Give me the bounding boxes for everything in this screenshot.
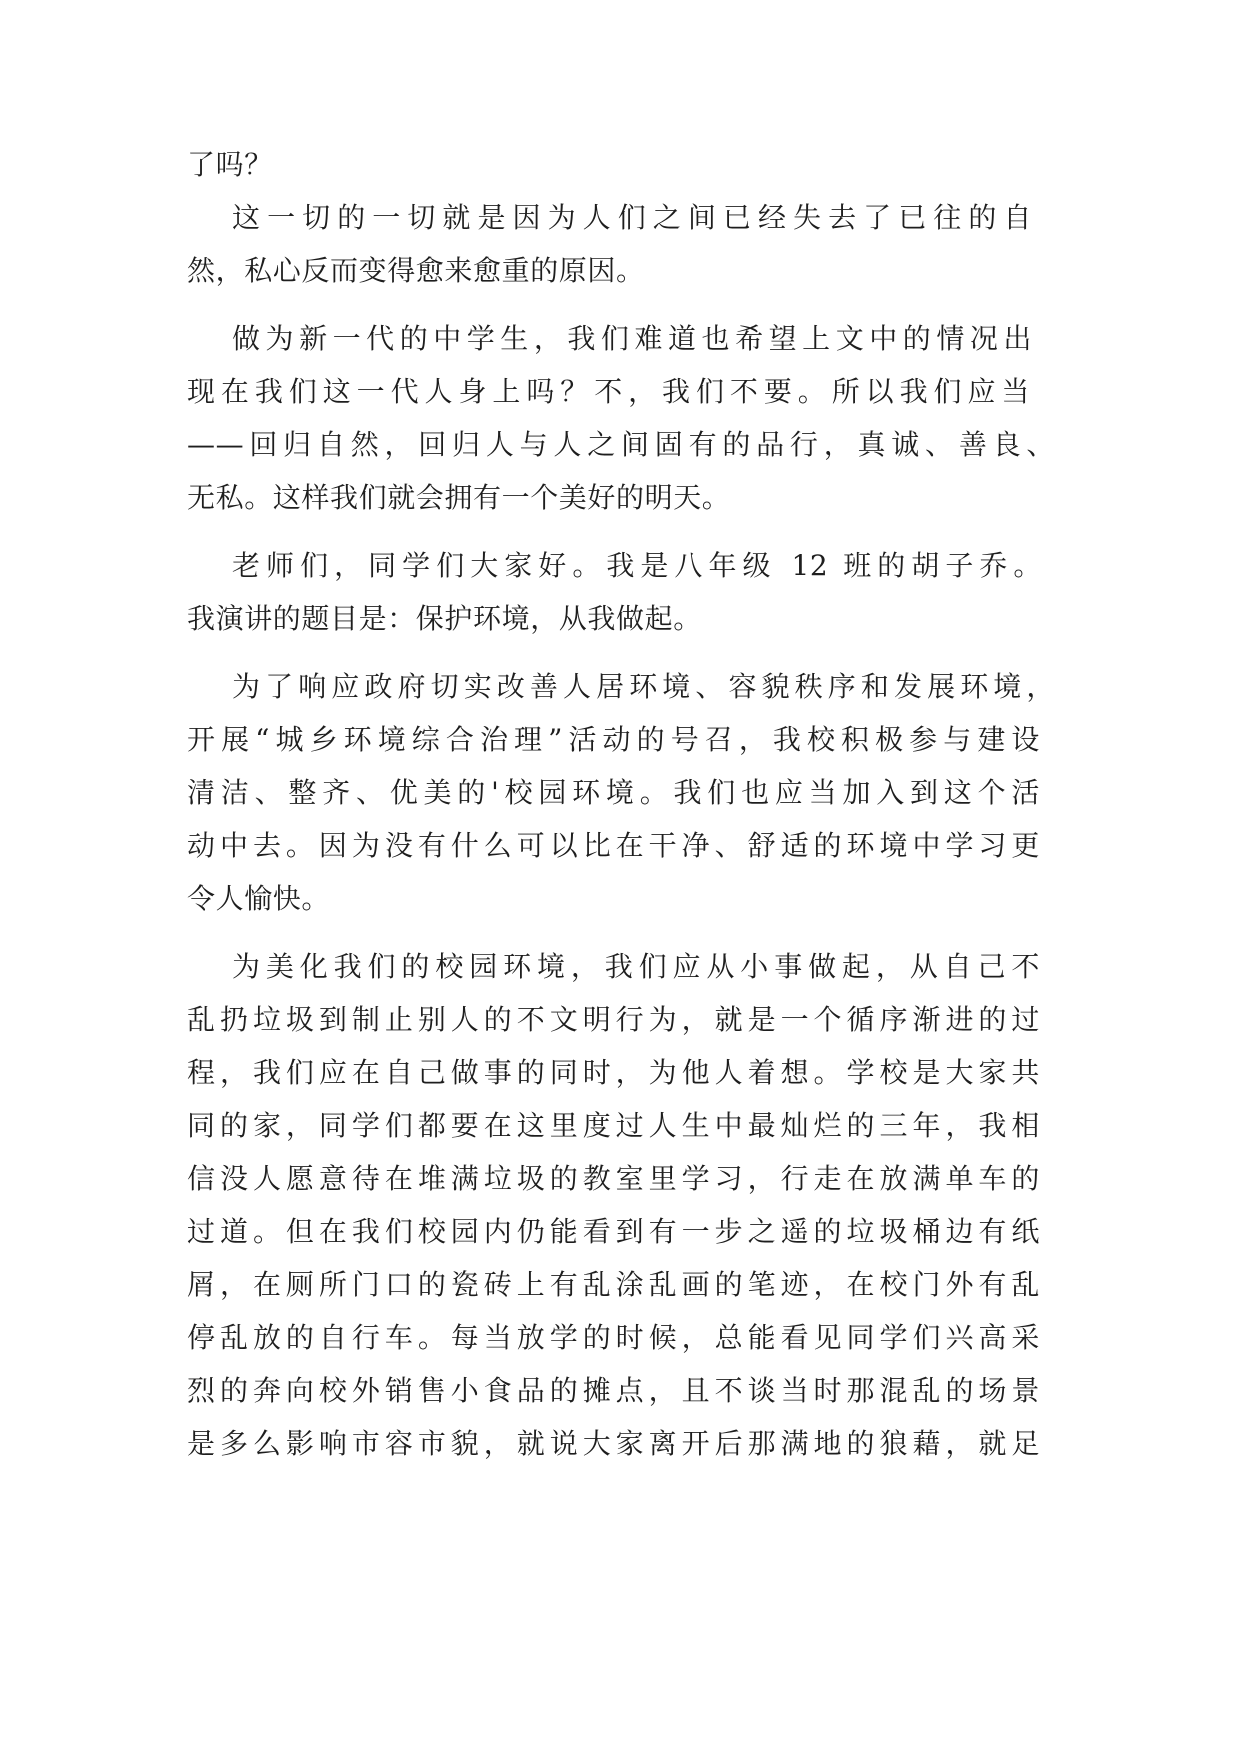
text-line: 程，我们应在自己做事的同时，为他人着想。学校是大家共 (187, 1056, 1040, 1089)
text-line: 令人愉快。 (187, 882, 331, 915)
text-line: 同的家，同学们都要在这里度过人生中最灿烂的三年，我相 (187, 1109, 1040, 1142)
text-line: 无私。这样我们就会拥有一个美好的明天。 (187, 481, 731, 514)
text-line: 停乱放的自行车。每当放学的时候，总能看见同学们兴高采 (187, 1321, 1040, 1354)
text-line: 我演讲的题目是：保护环境，从我做起。 (187, 602, 702, 635)
text-line: 开展“城乡环境综合治理”活动的号召，我校积极参与建设 (187, 723, 1040, 756)
text-line: 为美化我们的校园环境，我们应从小事做起，从自己不 (232, 950, 1040, 983)
text-line: 现在我们这一代人身上吗？不，我们不要。所以我们应当 (187, 375, 1030, 408)
text-line: 动中去。因为没有什么可以比在干净、舒适的环境中学习更 (187, 829, 1040, 862)
text-line: 做为新一代的中学生，我们难道也希望上文中的情况出 (232, 322, 1032, 355)
text-line: 这一切的一切就是因为人们之间已经失去了已往的自 (232, 201, 1032, 234)
text-line: 烈的奔向校外销售小食品的摊点，且不谈当时那混乱的场景 (187, 1374, 1040, 1407)
text-line: 信没人愿意待在堆满垃圾的教室里学习，行走在放满单车的 (187, 1162, 1040, 1195)
text-line: 是多么影响市容市貌，就说大家离开后那满地的狼藉，就足 (187, 1427, 1040, 1460)
text-line: ——回归自然，回归人与人之间固有的品行，真诚、善良、 (187, 428, 1055, 461)
text-line: 过道。但在我们校园内仍能看到有一步之遥的垃圾桶边有纸 (187, 1215, 1040, 1248)
text-line: 了吗？ (187, 148, 273, 181)
text-line: 清洁、整齐、优美的'校园环境。我们也应当加入到这个活 (187, 776, 1040, 809)
text-line: 然，私心反而变得愈来愈重的原因。 (187, 254, 645, 287)
text-line: 老师们，同学们大家好。我是八年级 12 班的胡子乔。 (232, 549, 1042, 582)
text-line: 为了响应政府切实改善人居环境、容貌秩序和发展环境， (232, 670, 1055, 703)
text-line: 乱扔垃圾到制止别人的不文明行为，就是一个循序渐进的过 (187, 1003, 1040, 1036)
text-line: 屑，在厕所门口的瓷砖上有乱涂乱画的笔迹，在校门外有乱 (187, 1268, 1040, 1301)
